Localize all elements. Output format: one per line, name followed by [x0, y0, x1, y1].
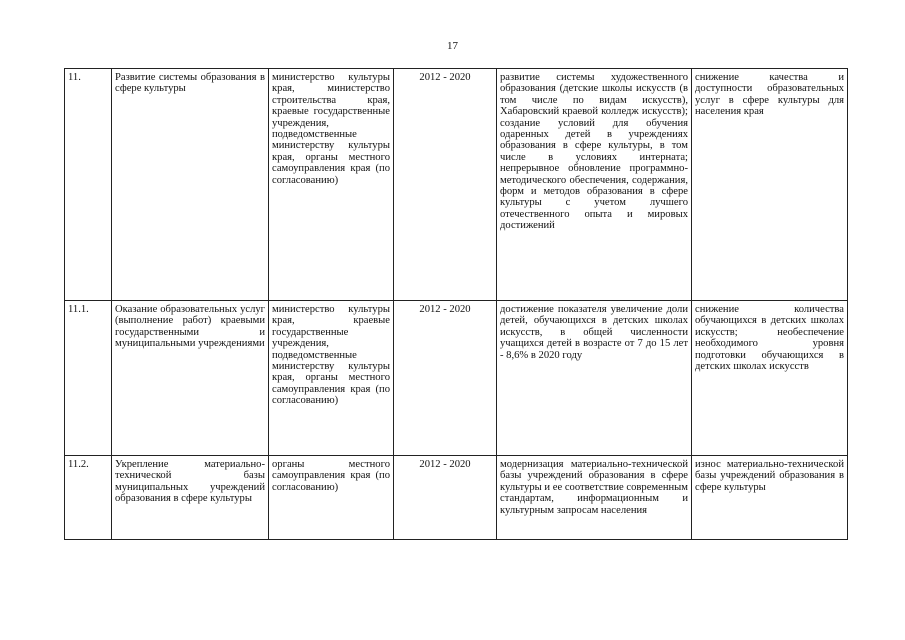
row-number: 11.1.	[65, 301, 112, 456]
measure-period: 2012 - 2020	[394, 301, 497, 456]
row-number: 11.2.	[65, 456, 112, 540]
row-number: 11.	[65, 69, 112, 301]
measure-period: 2012 - 2020	[394, 456, 497, 540]
measure-name: Оказание образовательных услуг (выполнение работ) краевыми государственными и муниципальными учреждениями	[112, 301, 269, 456]
measure-consequences: снижение количества обучающихся в детских школах искусств; необеспечение необходимого уровня подготовки обучающихся в детских школах искусств	[692, 301, 848, 456]
measure-result: модернизация материально-технической базы учреждений образования в сфере культуры и ее соответствие современным стандартам, информационным и культурным запросам населения	[497, 456, 692, 540]
table-row	[65, 69, 848, 301]
measure-consequences: износ материально-технической базы учреждений образования в сфере культуры	[692, 456, 848, 540]
measure-executors: министерство культуры края, министерство строительства края, краевые государственные учреждения, подведомственные министерству культуры края, органы местного самоуправления края (по согласованию)	[269, 69, 394, 301]
table-row	[65, 301, 848, 456]
measure-result: развитие системы художественного образования (детские школы искусств (в том числе по видам искусств), Хабаровский краевой колледж искусств); создание условий для обучения одаренных детей в учреждениях образования в сфере культуры, в том числе в условиях интерната; непрерывное обновление программно-методического обеспечения, содержания, форм и методов образования в сфере культуры с учетом лучшего отечественного опыта и мировых достижений	[497, 69, 692, 301]
measure-period: 2012 - 2020	[394, 69, 497, 301]
measure-executors: органы местного самоуправления края (по согласованию)	[269, 456, 394, 540]
measure-executors: министерство культуры края, краевые государственные учреждения, подведомственные министерству культуры края, органы местного самоуправления края (по согласованию)	[269, 301, 394, 456]
measure-result: достижение показателя увеличение доли детей, обучающихся в детских школах искусств, в общей численности учащихся детей в возрасте от 7 до 15 лет - 8,6% в 2020 году	[497, 301, 692, 456]
table-row	[65, 456, 848, 540]
measure-consequences: снижение качества и доступности образовательных услуг в сфере культуры для населения края	[692, 69, 848, 301]
page-number: 17	[447, 40, 458, 52]
measures-table	[64, 68, 848, 540]
measure-name: Развитие системы образования в сфере культуры	[112, 69, 269, 301]
measure-name: Укрепление материально-технической базы муниципальных учреждений образования в сфере культуры	[112, 456, 269, 540]
